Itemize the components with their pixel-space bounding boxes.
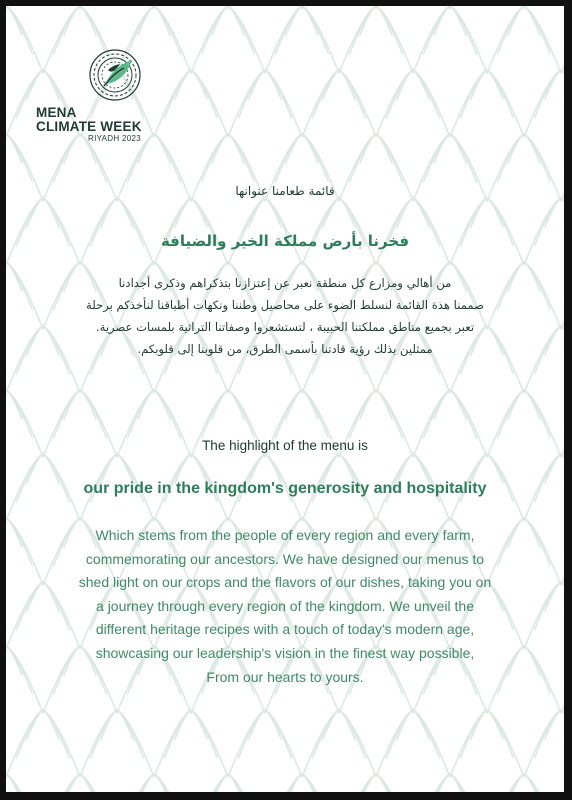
menu-page: [6, 6, 564, 792]
english-body-line: Which stems from the people of every region and every farm,: [95, 527, 475, 543]
pattern-frond: [80, 710, 154, 777]
pattern-frond: [302, 70, 376, 137]
pattern-frond: [302, 710, 376, 777]
pattern-frond: [265, 6, 339, 73]
pattern-frond: [228, 710, 302, 777]
english-body-line: shed light on our crops and the flavors of our dishes, taking you on: [78, 574, 492, 591]
english-body: [6, 524, 564, 689]
pattern-frond: [80, 6, 154, 9]
arabic-body-line: من أهالي ومزارع كل منطقة نعبر عن إعتزازنا بتذكراهم وذكرى أجدادنا: [118, 276, 452, 290]
pattern-frond: [154, 6, 228, 9]
logo-text-riyadh: RIYADH 2023: [88, 134, 141, 143]
pattern-frond: [6, 710, 80, 777]
english-body-line: different heritage recipes with a touch of today's modern age,: [95, 621, 475, 638]
pattern-frond: [376, 710, 450, 777]
pattern-frond: [6, 6, 22, 36]
pattern-frond: [6, 774, 43, 792]
pattern-frond: [376, 70, 450, 137]
pattern-frond: [228, 70, 302, 137]
english-body-line: From our hearts to yours.: [206, 668, 364, 685]
pattern-frond: [191, 6, 265, 73]
arabic-body-line: ممثلين بذلك رؤية قادتنا بأسمى الطرق، من قلوبنا إلى قلوبكم.: [137, 342, 433, 356]
logo-text-mena: MENA: [36, 105, 77, 120]
pattern-frond: [6, 134, 22, 164]
arabic-title: قائمة طعامنا عنوانها: [235, 184, 335, 198]
pattern-frond: [6, 390, 22, 420]
pattern-frond: [524, 70, 564, 137]
pattern-frond: [450, 710, 524, 777]
arabic-body: [6, 272, 564, 360]
pattern-frond: [413, 6, 487, 73]
pattern-frond: [534, 70, 564, 118]
pattern-frond: [534, 710, 564, 758]
pattern-frond: [524, 6, 564, 9]
pattern-frond: [524, 710, 564, 777]
pattern-frond: [339, 6, 413, 73]
english-body-line: showcasing our leadership's vision in the finest way possible,: [95, 644, 475, 661]
mena-climate-week-logo: [36, 46, 176, 156]
pattern-frond: [450, 70, 524, 137]
english-body-line: commemorating our ancestors. We have designed our menus to: [85, 550, 485, 567]
pattern-frond: [376, 6, 450, 9]
pattern-frond: [450, 6, 524, 9]
pattern-frond: [561, 774, 564, 792]
pattern-frond: [6, 6, 80, 9]
arabic-headline: فخرنا بأرض مملكة الخير والضيافة: [160, 232, 410, 250]
english-intro: The highlight of the menu is: [202, 438, 368, 453]
arabic-body-line: صممنا هذة القائمة لنسلط الضوء على محاصيل وطننا ونكهات أطباقنا لنأخذكم برحلة: [86, 298, 484, 312]
pattern-frond: [154, 710, 228, 777]
pattern-frond: [561, 6, 564, 73]
english-body-line: a journey through every region of the kingdom. We unveil the: [96, 597, 474, 614]
logo-text-climate-week: CLIMATE WEEK: [36, 119, 142, 134]
leaf-emblem-icon: [88, 48, 142, 102]
pattern-frond: [228, 6, 302, 9]
english-headline: our pride in the kingdom's generosity and hospitality: [83, 480, 487, 497]
pattern-frond: [487, 6, 561, 73]
pattern-frond: [302, 6, 376, 9]
arabic-body-line: تعبر بجميع مناطق مملكتنا الحبيبة ، لتستشعروا وصفاتنا التراثية بلمسات عصرية.: [95, 320, 475, 334]
